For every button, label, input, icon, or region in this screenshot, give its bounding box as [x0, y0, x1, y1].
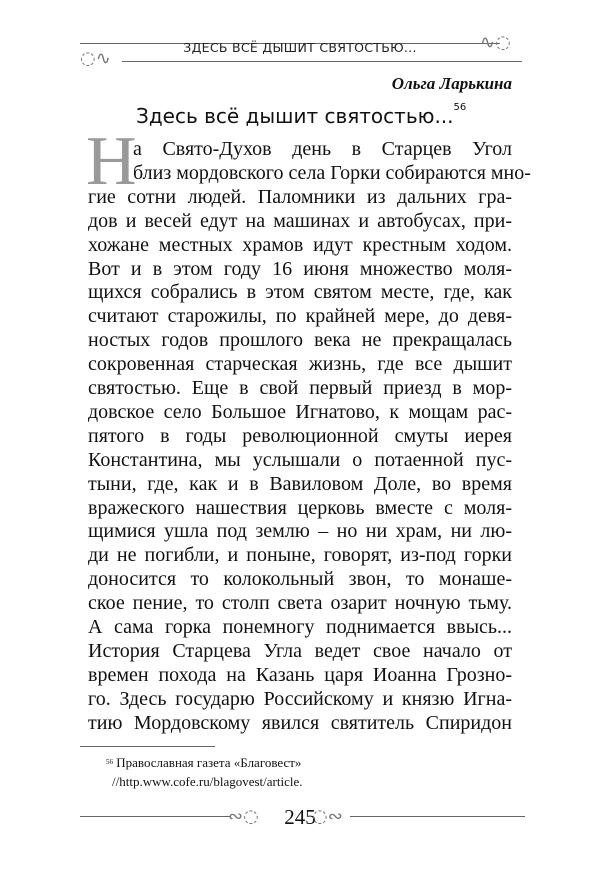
text-line-content: пятого в годы революционной смуты иерея	[88, 424, 512, 447]
text-line	[88, 496, 512, 520]
text-line-content: хожане местных храмов идут крестным ходом.	[88, 233, 512, 256]
text-line-content: тыни, где, как и в Вавиловом Доле, во время	[88, 472, 512, 495]
text-line	[88, 687, 512, 711]
text-line	[88, 233, 512, 257]
text-line-content: довское село Большое Игнатово, к мощам рас-	[88, 400, 512, 423]
text-line-content: ди не погибли, и поныне, говорят, из-под горки	[88, 544, 512, 567]
text-line	[88, 639, 512, 663]
text-line	[88, 400, 512, 424]
flourish-ornament-icon: ∿◌	[480, 32, 511, 53]
footnote-rule	[80, 746, 215, 747]
text-line	[88, 591, 512, 615]
text-line-content: святостью. Еще в свой первый приезд в мор-	[88, 377, 512, 399]
text-line	[88, 711, 512, 735]
text-line-content: близ мордовского села Горки собираются мно-	[133, 161, 531, 184]
text-line-content: а Свято-Духов день в Старцев Угол	[133, 138, 512, 160]
text-line	[88, 376, 512, 400]
text-line	[88, 257, 512, 281]
text-line	[88, 663, 512, 687]
text-line-content: щихся собрались в этом святом месте, где, как	[88, 281, 512, 304]
text-line-content: сокровенная старческая жизнь, где все дышит	[88, 353, 512, 376]
text-line	[88, 519, 512, 543]
article-title	[136, 104, 466, 128]
text-line-content: А сама горка понемногу поднимается ввысь...	[88, 616, 512, 638]
text-line	[88, 543, 512, 567]
text-line	[88, 567, 512, 591]
footnote	[106, 753, 303, 791]
text-line-content: дов и весей едут на машинах и автобусах, при-	[88, 209, 512, 232]
text-line-content: Вот и в этом году 16 июня множество моля-	[88, 257, 512, 280]
text-line-content: ностых годов прошлого века не прекращалась	[88, 329, 512, 352]
text-line-content: Константина, мы услышали о потаенной пус-	[88, 448, 512, 471]
text-line	[88, 352, 512, 376]
text-line-content: времен похода на Казань царя Иоанна Грозно-	[88, 663, 512, 686]
text-line-content: ское пение, то столп света озарит ночную тьму.	[88, 592, 512, 615]
flourish-ornament-icon: ◌∿	[80, 48, 111, 69]
text-line-content: го. Здесь государю Российскому и князю Игна-	[88, 687, 512, 710]
text-line-content: гие сотни людей. Паломники из дальних гра-	[88, 185, 512, 208]
text-line	[88, 304, 512, 328]
text-line	[133, 137, 512, 161]
footer-rule-right	[350, 816, 525, 817]
text-line-content: тию Мордовскому явился святитель Спиридон	[88, 711, 512, 734]
text-line	[88, 185, 512, 209]
flourish-ornament-icon: ∾◌	[228, 806, 259, 827]
text-line	[88, 615, 512, 639]
author-name: Ольга Ларькина	[391, 74, 512, 93]
text-line-content: считают старожилы, по крайней мере, до девя-	[88, 305, 512, 328]
text-line-content: вражеского нашествия церковь вместе с моля-	[88, 496, 512, 519]
text-line	[88, 424, 512, 448]
page-number: 245	[284, 805, 316, 829]
flourish-ornament-icon: ◌∾	[312, 806, 343, 827]
footnote-line: //http.www.cofe.ru/blagovest/article.	[112, 774, 303, 789]
text-line	[88, 209, 512, 233]
header-bottom-rule	[122, 61, 522, 62]
text-line	[133, 161, 531, 185]
text-line-content: История Старцева Угла ведет свое начало от	[88, 639, 512, 662]
running-header: ЗДЕСЬ ВСЁ ДЫШИТ СВЯТОСТЬЮ...	[183, 40, 417, 55]
text-line-content: щимися ушла под землю – но ни храм, ни лю-	[88, 520, 512, 543]
title-text: Здесь всё дышит святостью...	[136, 104, 454, 128]
drop-cap: Н	[86, 123, 137, 200]
footnote-mark: 56	[106, 758, 113, 766]
footnote-ref: 56	[453, 102, 467, 113]
text-line	[88, 280, 512, 304]
text-line	[88, 472, 512, 496]
text-line	[88, 448, 512, 472]
text-line	[88, 328, 512, 352]
footnote-line: Православная газета «Благовест»	[116, 755, 302, 770]
text-line-content: доносится то колокольный звон, то монаше-	[88, 568, 512, 591]
